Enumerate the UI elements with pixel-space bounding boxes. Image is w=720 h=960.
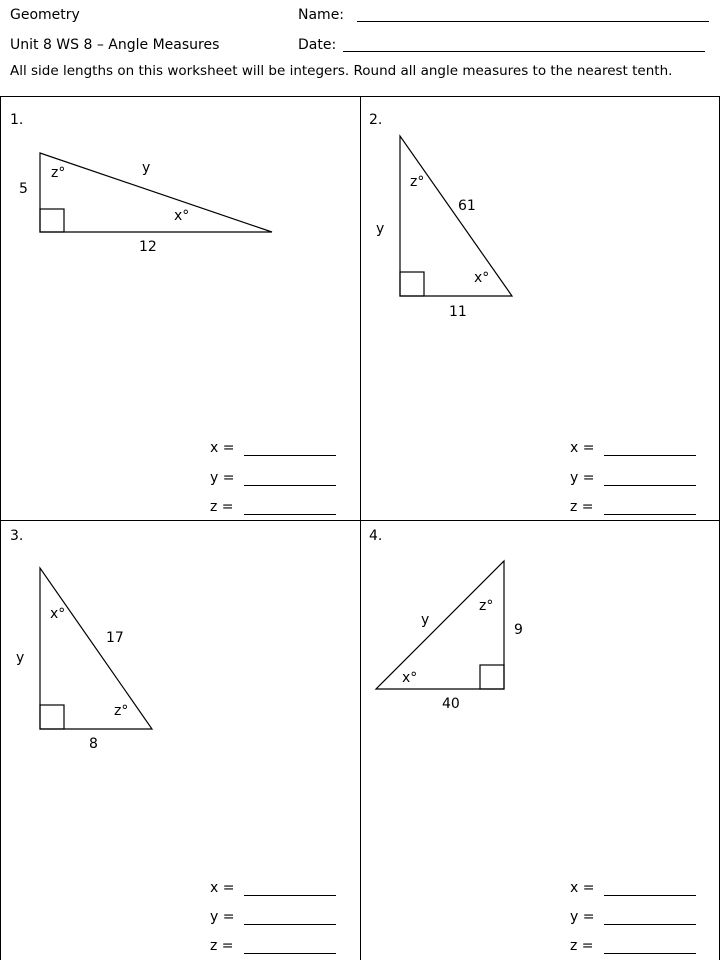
hypotenuse-label: y [142, 160, 151, 176]
worksheet-title: Unit 8 WS 8 – Angle Measures [10, 37, 220, 53]
answer-z-label: z = [210, 938, 234, 954]
name-label: Name: [298, 7, 345, 23]
problem-number: 2. [369, 112, 383, 128]
leg-vertical-label: 9 [514, 622, 523, 638]
hypotenuse-label: 61 [458, 198, 476, 214]
angle-label: z° [410, 174, 425, 190]
angle-label: x° [174, 208, 190, 224]
course-title: Geometry [10, 7, 80, 23]
hypotenuse-label: y [421, 612, 430, 628]
problem-number: 4. [369, 528, 383, 544]
answer-x-label: x = [570, 880, 595, 896]
answer-z-field[interactable] [604, 953, 696, 954]
right-angle-marker [480, 665, 504, 689]
answer-z-label: z = [210, 499, 234, 515]
leg-horizontal-label: 12 [139, 239, 157, 255]
answer-x-label: x = [210, 440, 235, 456]
answer-x-field[interactable] [604, 895, 696, 896]
angle-label: x° [474, 270, 490, 286]
problem-number: 3. [10, 528, 24, 544]
angle-label: x° [50, 606, 66, 622]
leg-horizontal-label: 11 [449, 304, 467, 320]
answer-y-label: y = [570, 909, 595, 925]
leg-vertical-label: 5 [19, 181, 28, 197]
answer-y-field[interactable] [604, 924, 696, 925]
leg-vertical-label: y [376, 221, 385, 237]
angle-label: z° [51, 165, 66, 181]
answer-y-label: y = [570, 470, 595, 486]
problem-number: 1. [10, 112, 24, 128]
leg-horizontal-label: 8 [89, 736, 98, 752]
angle-label: z° [479, 598, 494, 614]
hypotenuse-label: 17 [106, 630, 124, 646]
angle-label: x° [402, 670, 418, 686]
answer-z-label: z = [570, 938, 594, 954]
answer-x-label: x = [570, 440, 595, 456]
answer-y-label: y = [210, 470, 235, 486]
leg-horizontal-label: 40 [442, 696, 460, 712]
answer-y-label: y = [210, 909, 235, 925]
leg-vertical-label: y [16, 650, 25, 666]
answer-x-label: x = [210, 880, 235, 896]
angle-label: z° [114, 703, 129, 719]
answer-z-label: z = [570, 499, 594, 515]
instructions: All side lengths on this worksheet will be integers. Round all angle measures to the nearest tenth. [10, 63, 673, 79]
date-label: Date: [298, 37, 337, 53]
